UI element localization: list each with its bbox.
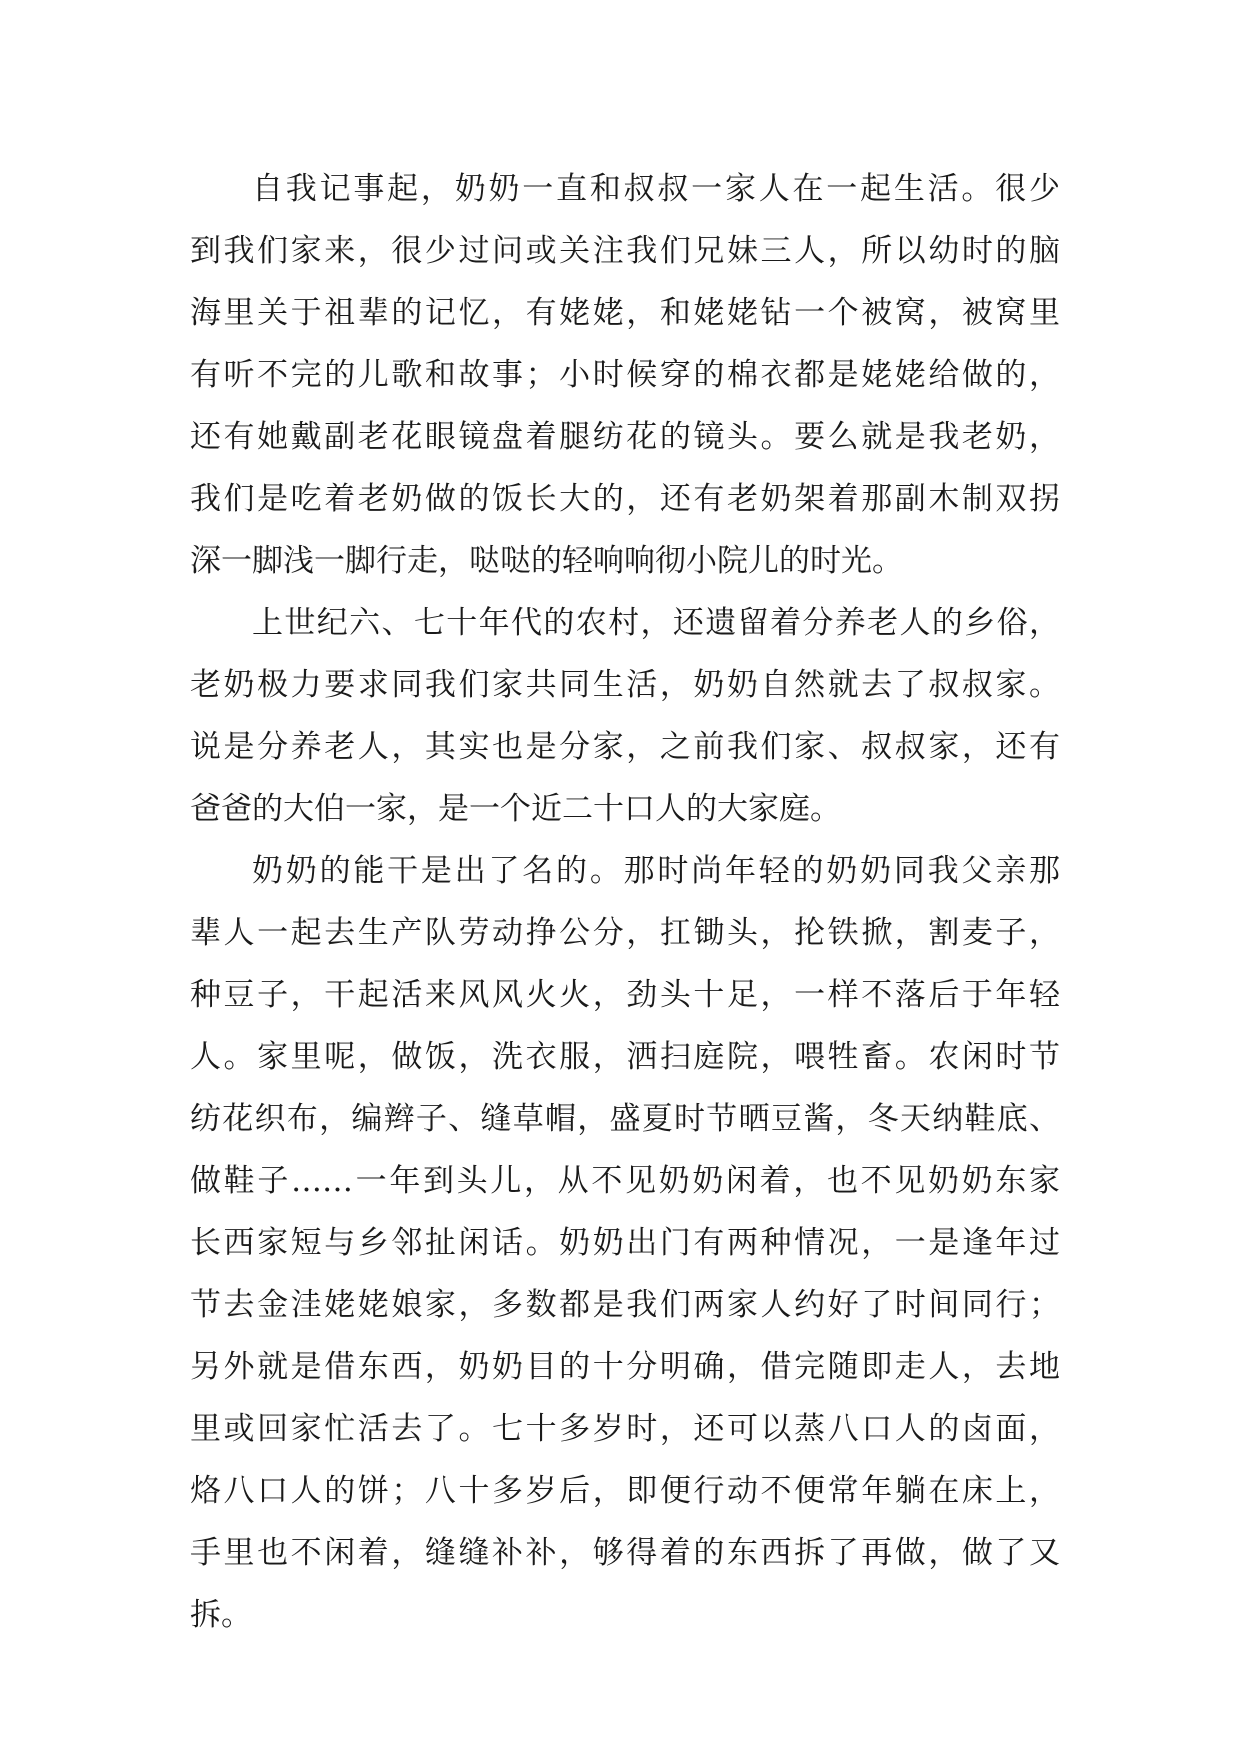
paragraph-1-line-6: 我们是吃着老奶做的饭长大的，还有老奶架着那副木制双拐 <box>190 481 1060 517</box>
paragraph-3-line-4: 人。家里呢，做饭，洗衣服，洒扫庭院，喂牲畜。农闲时节 <box>190 1039 1060 1075</box>
paragraph-2-line-3: 说是分养老人，其实也是分家，之前我们家、叔叔家，还有 <box>190 729 1060 765</box>
paragraph-3-line-6: 做鞋子……一年到头儿，从不见奶奶闲着，也不见奶奶东家 <box>190 1163 1060 1199</box>
paragraph-3-line-13: 拆。 <box>190 1597 252 1633</box>
paragraph-3-line-12: 手里也不闲着，缝缝补补，够得着的东西拆了再做，做了又 <box>190 1535 1060 1571</box>
paragraph-3-line-10: 里或回家忙活去了。七十多岁时，还可以蒸八口人的卤面， <box>190 1411 1060 1447</box>
paragraph-3-line-7: 长西家短与乡邻扯闲话。奶奶出门有两种情况，一是逢年过 <box>190 1225 1060 1261</box>
paragraph-2-line-2: 老奶极力要求同我们家共同生活，奶奶自然就去了叔叔家。 <box>190 667 1060 703</box>
paragraph-1-line-3: 海里关于祖辈的记忆，有姥姥，和姥姥钻一个被窝，被窝里 <box>190 295 1060 331</box>
paragraph-1-line-1: 自我记事起，奶奶一直和叔叔一家人在一起生活。很少 <box>252 171 1060 207</box>
paragraph-2-line-1: 上世纪六、七十年代的农村，还遗留着分养老人的乡俗， <box>252 605 1060 641</box>
document-body <box>190 158 1060 1646</box>
paragraph-3-line-5: 纺花织布，编辫子、缝草帽，盛夏时节晒豆酱，冬天纳鞋底、 <box>190 1101 1060 1137</box>
paragraph-3-line-8: 节去金洼姥姥娘家，多数都是我们两家人约好了时间同行； <box>190 1287 1060 1323</box>
paragraph-3-line-9: 另外就是借东西，奶奶目的十分明确，借完随即走人，去地 <box>190 1349 1060 1385</box>
paragraph-3-line-3: 种豆子，干起活来风风火火，劲头十足，一样不落后于年轻 <box>190 977 1060 1013</box>
paragraph-2-line-4: 爸爸的大伯一家，是一个近二十口人的大家庭。 <box>190 791 841 827</box>
paragraph-3-line-11: 烙八口人的饼；八十多岁后，即便行动不便常年躺在床上， <box>190 1473 1060 1509</box>
paragraph-1-line-2: 到我们家来，很少过问或关注我们兄妹三人，所以幼时的脑 <box>190 233 1060 269</box>
paragraph-3-line-2: 辈人一起去生产队劳动挣公分，扛锄头，抡铁掀，割麦子， <box>190 915 1060 951</box>
paragraph-1-line-5: 还有她戴副老花眼镜盘着腿纺花的镜头。要么就是我老奶， <box>190 419 1060 455</box>
paragraph-3-line-1: 奶奶的能干是出了名的。那时尚年轻的奶奶同我父亲那 <box>252 853 1060 889</box>
paragraph-1-line-4: 有听不完的儿歌和故事；小时候穿的棉衣都是姥姥给做的， <box>190 357 1060 393</box>
paragraph-1-line-7: 深一脚浅一脚行走，哒哒的轻响响彻小院儿的时光。 <box>190 543 903 579</box>
